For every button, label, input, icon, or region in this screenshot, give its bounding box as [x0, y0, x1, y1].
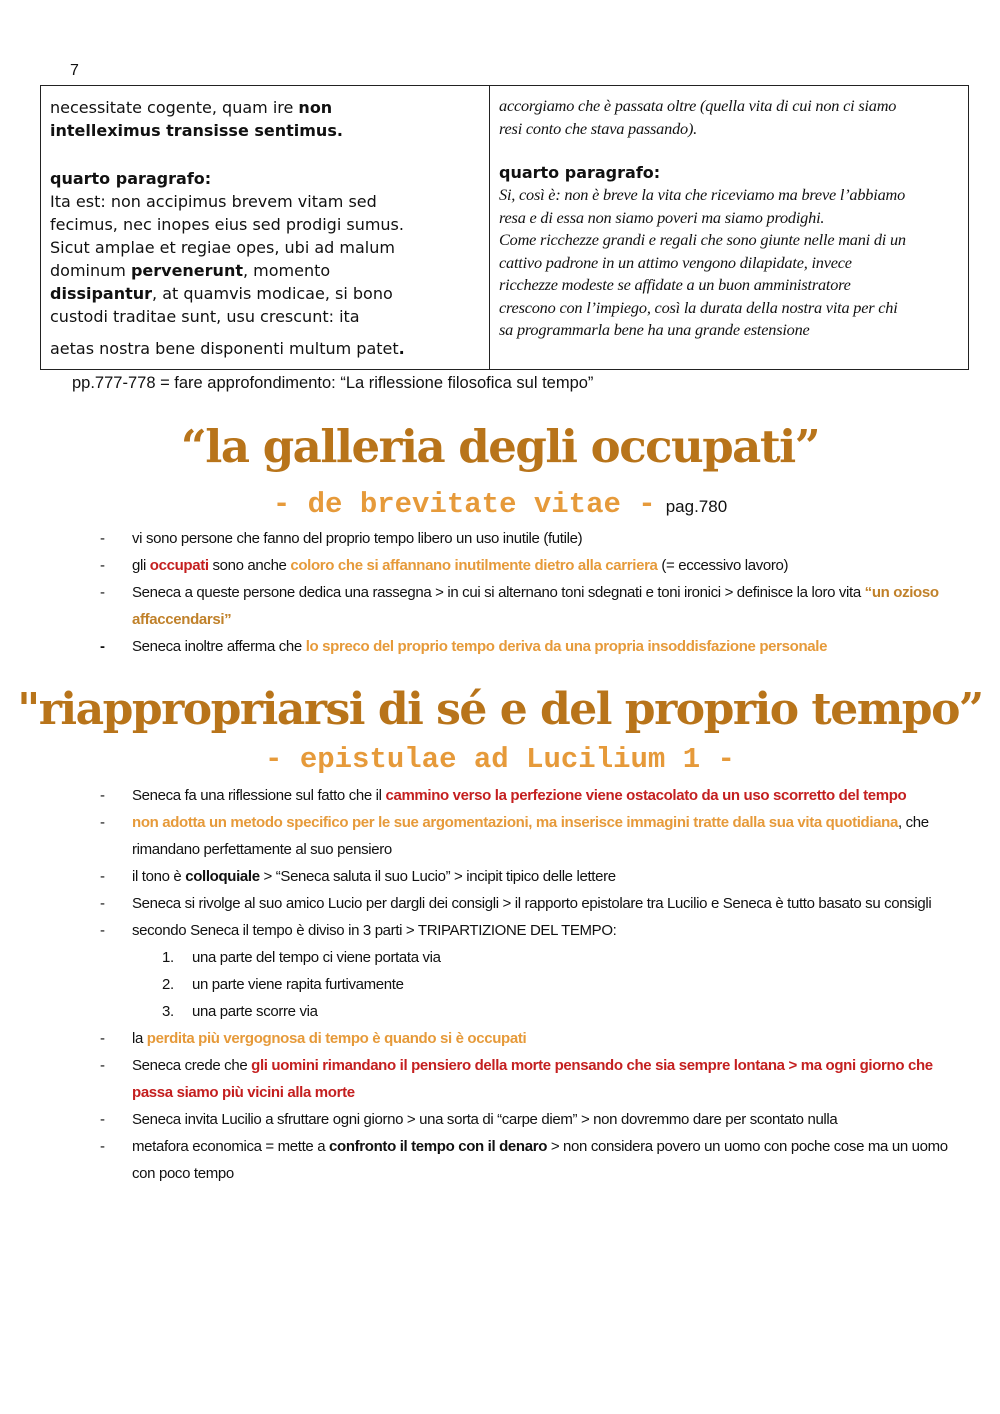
section-subtitle-epistulae: - epistulae ad Lucilium 1 -	[265, 743, 735, 776]
section-title-riappropriarsi: "riappropriarsi di sé e del proprio tempo”	[17, 684, 983, 735]
italian-line: accorgiamo che è passata oltre (quella vita di cui non ci siamo resi conto che stava passando).	[499, 96, 897, 138]
list-item: - non adotta un metodo specifico per le sue argomentazioni, ma inserisce immagini tratte dalla sua vita quotidiana, che rimandano perfettamente al suo pensiero	[100, 814, 929, 858]
bullet-list-galleria	[100, 525, 970, 660]
list-item: - Seneca si rivolge al suo amico Lucio per dargli dei consigli > il rapporto epistolare tra Lucilio e Seneca è tutto basato su consigli	[100, 895, 932, 912]
italian-column	[490, 86, 968, 369]
section-subtitle-brevitate: - de brevitate vitae - pag.780	[272, 488, 728, 521]
numbered-item: 3. una parte scorre via	[162, 1003, 318, 1020]
list-item: - Seneca invita Lucilio a sfruttare ogni giorno > una sorta di “carpe diem” > non dovremmo dare per scontato nulla	[100, 1111, 838, 1128]
numbered-list	[132, 944, 970, 1025]
list-item: - metafora economica = mette a confronto il tempo con il denaro > non considera povero un uomo con poche cose ma un uomo con poco tempo	[100, 1138, 948, 1182]
page-reference: pag.780	[665, 497, 728, 516]
list-item: - secondo Seneca il tempo è diviso in 3 parti > TRIPARTIZIONE DEL TEMPO: 1. una parte del tempo ci viene portata via 2. un parte viene rapita furtivamente 3. una parte scorre via	[100, 917, 970, 1025]
list-item: - Seneca fa una riflessione sul fatto che il cammino verso la perfezione viene ostacolato da un uso scorretto del tempo	[100, 787, 907, 804]
italian-heading: quarto paragrafo:	[499, 163, 661, 182]
list-item: - il tono è colloquiale > “Seneca saluta il suo Lucio” > incipit tipico delle lettere	[100, 868, 616, 885]
list-item: - la perdita più vergognosa di tempo è quando si è occupati	[100, 1030, 527, 1047]
list-item: - gli occupati sono anche coloro che si affannano inutilmente dietro alla carriera (= eccessivo lavoro)	[100, 557, 789, 574]
list-item: - Seneca inoltre afferma che lo spreco del proprio tempo deriva da una propria insoddisfazione personale	[100, 638, 828, 655]
page-number: 7	[70, 62, 79, 79]
list-item: - Seneca crede che gli uomini rimandano il pensiero della morte pensando che sia sempre lontana > ma ogni giorno che passa siamo più vicini alla morte	[100, 1057, 933, 1101]
latin-paragraph: Ita est: non accipimus brevem vitam sed fecimus, nec inopes eius sed prodigi sumus. Sicut amplae et regiae opes, ubi ad malum dominum pervenerunt, momento dissipantur, at quamvis modicae, si bono custodi traditae sunt, usu crescunt: ita	[50, 192, 404, 326]
latin-heading: quarto paragrafo:	[50, 169, 212, 188]
italian-paragraph: Si, così è: non è breve la vita che riceviamo ma breve l’abbiamo resa e di essa non siamo poveri ma siamo prodighi. Come ricchezze grandi e regali che sono giunte nelle mani di un cattivo padrone in un attimo vengono dilapidate, invece ricchezze modeste se affidate a un buon amministratore crescono con l’impiego, così la durata della nostra vita per chi sa programmarla bene ha una grande estensione	[499, 185, 906, 339]
latin-last-line: aetas nostra bene disponenti multum patet.	[50, 339, 405, 358]
numbered-item: 1. una parte del tempo ci viene portata via	[162, 949, 441, 966]
numbered-item: 2. un parte viene rapita furtivamente	[162, 976, 404, 993]
bullet-list-riappropriarsi	[100, 782, 970, 1187]
list-item: - Seneca a queste persone dedica una rassegna > in cui si alternano toni sdegnati e toni ironici > definisce la loro vita “un ozioso affaccendarsi”	[100, 584, 939, 628]
latin-column	[41, 86, 490, 369]
translation-table	[40, 85, 969, 370]
latin-line: necessitate cogente, quam ire non intelleximus transisse sentimus.	[50, 98, 343, 140]
section-title-galleria: “la galleria degli occupati”	[180, 420, 820, 473]
study-note: pp.777-778 = fare approfondimento: “La riflessione filosofica sul tempo”	[72, 374, 594, 392]
list-item: - vi sono persone che fanno del proprio tempo libero un uso inutile (futile)	[100, 530, 583, 547]
